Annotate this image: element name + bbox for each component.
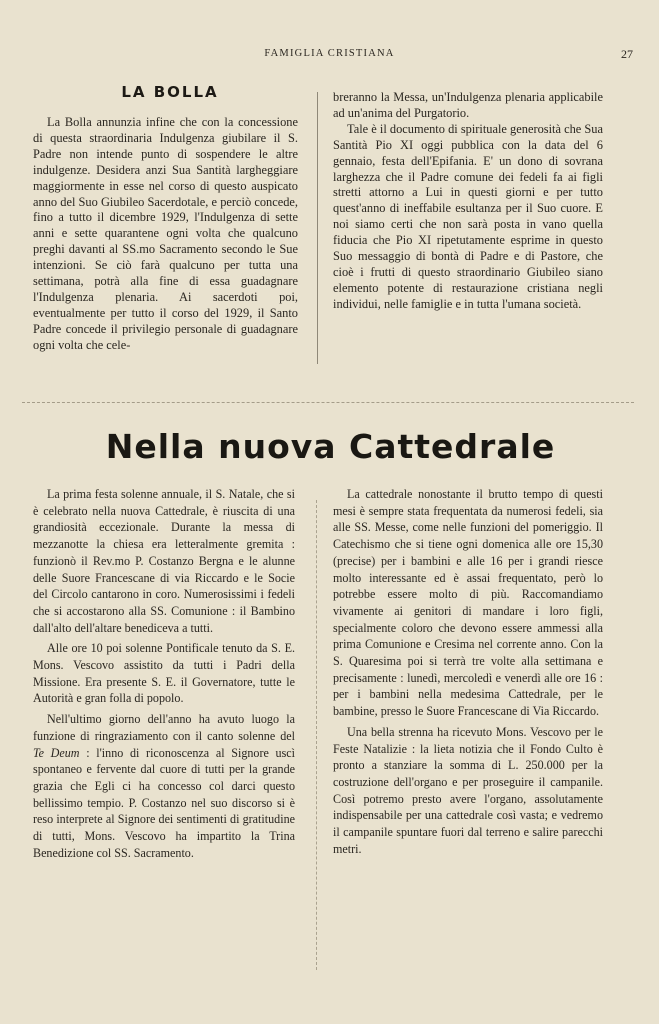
article2-right-column — [333, 486, 603, 861]
magazine-title: FAMIGLIA CRISTIANA — [264, 48, 395, 59]
page-header — [0, 46, 659, 62]
article2-right-paragraph-1: La cattedrale nonostante il brutto tempo di questi mesi è sempre stata frequentata da numerosi fedeli, sia alle SS. Messe, come nelle funzioni del pomeriggio. Il Catechismo che si tiene ogni domenica alle ore 15,30 (precise) per i bambini e alle 16 per i grandi riesce molto interessante ed è assai frequentato, però lo potrebbe essere molto di più. Raccomandiamo vivamente ai genitori di mandare i loro figli, specialmente coloro che devono essere ammessi alla prima Comunione e Cresima nel corrente anno. Con la S. Quaresima poi si terrà tre volte alla settimana e precisamente : lunedì, mercoledì e venerdì alle ore 16 : per i bambini nella medesima Cattedrale, per le bambine, presso le Suore Francescane di Via Riccardo. — [333, 487, 603, 719]
article2-left-paragraph-2: Alle ore 10 poi solenne Pontificale tenuto da S. E. Mons. Vescovo assistito da tutti i Padri della Missione. Era presente S. E. il Governatore, tutte le Autorità e gran folla di popolo. — [33, 641, 295, 706]
article2-right-paragraph-2: Una bella strenna ha ricevuto Mons. Vescovo per le Feste Natalizie : la lieta notizia che il Fondo Culto è pronto a stanziare la somma di L. 250.000 per la costruzione dell'organo e per proseguire il campanile. Così potremo presto avere l'organo, assolutamente indispensabile per una cattedrale così vasta; e vedremo il campanile spuntare fuori dal terreno e salire parecchi metri. — [333, 724, 603, 856]
section-divider — [22, 402, 634, 404]
article2-left-paragraph-3 — [33, 711, 295, 861]
article2-left-column — [33, 486, 295, 865]
article2-left-paragraph-1: La prima festa solenne annuale, il S. Natale, che si è celebrato nella nuova Cattedrale, è riuscita di una grandiosità eccezionale. Durante la messa di mezzanotte la chiesa era letteralmente gremita : funzionò il Rev.mo P. Costanzo Bergna e le alunne delle Suore Francescane di via Riccardo e le Socie del Circolo cantarono in coro. Numerosissimi i fedeli che si accostarono alla SS. Comunione : il Bambino dall'alto dell'altare benediceva a tutti. — [33, 487, 295, 635]
article2-title: Nella nuova Cattedrale — [105, 427, 556, 466]
article1-right-column — [333, 90, 603, 313]
column-divider-bottom — [316, 500, 318, 970]
paragraph-3-end: : l'inno di riconoscenza al Signore uscì spontaneo e fervente dal cuore di tutti per la grande grazia che Egli ci ha concesso col darci questo bellissimo tempio. P. Costanzo nel suo discorso si è reso interprete al Signore dei sentimenti di gratitudine di tutti, Mons. Vescovo ha impartito la Trina Benedizione col SS. Sacramento. — [33, 745, 296, 860]
article1-left-paragraph: La Bolla annunzia infine che con la concessione di questa straordinaria Indulgenza giubilare il S. Padre non intende punto di sospendere le altre indulgenze. Desidera anzi Sua Santità largheggiare maggiormente in esse nel corso di questo auspicato anno del Suo Giubileo Sacerdotale, e perciò concede, fino a tutto il dicembre 1929, l'Indulgenza di sette anni e sette quarantene ogni volta che qualcuno preghi davanti al SS.mo Sacramento secondo le Sue intenzioni. Se ciò farà qualcuno per tutta una settimana, potrà alla fine di essa guadagnare l'Indulgenza plenaria. Ai sacerdoti poi, eventualmente per tutto il corso del 1929, il Santo Padre concede il privilegio personale di guadagnare ogni volta che cele- — [33, 115, 298, 352]
paragraph-3-start: Nell'ultimo giorno dell'anno ha avuto luogo la funzione di ringraziamento con il canto solenne del — [33, 712, 295, 743]
article1-title: LA BOLLA — [121, 83, 219, 101]
column-divider-top — [317, 92, 318, 364]
te-deum-italic: Te Deum — [33, 745, 80, 760]
article1-right-paragraph: Tale è il documento di spirituale generosità che Sua Santità Pio XI oggi pubblica con la data del 6 gennaio, festa dell'Epifania. E' un dono di sovrana larghezza che il Padre comune dei fedeli fa ai figli stretti attorno a Lui in questi giorni e per tutto quest'anno di ineffabile esultanza per il Suo cuore. E noi siamo certi che non sarà posta in vano quella fiducia che Pio XI ripetutamente esprime in questo Suo messaggio di bontà di Padre e di Pastore, che cioè i frutti di questo straordinario Giubileo siano elemento potente di restaurazione cristiana negli individui, nelle famiglie e in tutta l'umana società. — [333, 121, 603, 311]
article1-left-column — [33, 115, 298, 354]
article1-right-continuation: breranno la Messa, un'Indulgenza plenaria applicabile ad un'anima del Purgatorio. — [333, 90, 603, 120]
page-number: 27 — [621, 47, 633, 61]
